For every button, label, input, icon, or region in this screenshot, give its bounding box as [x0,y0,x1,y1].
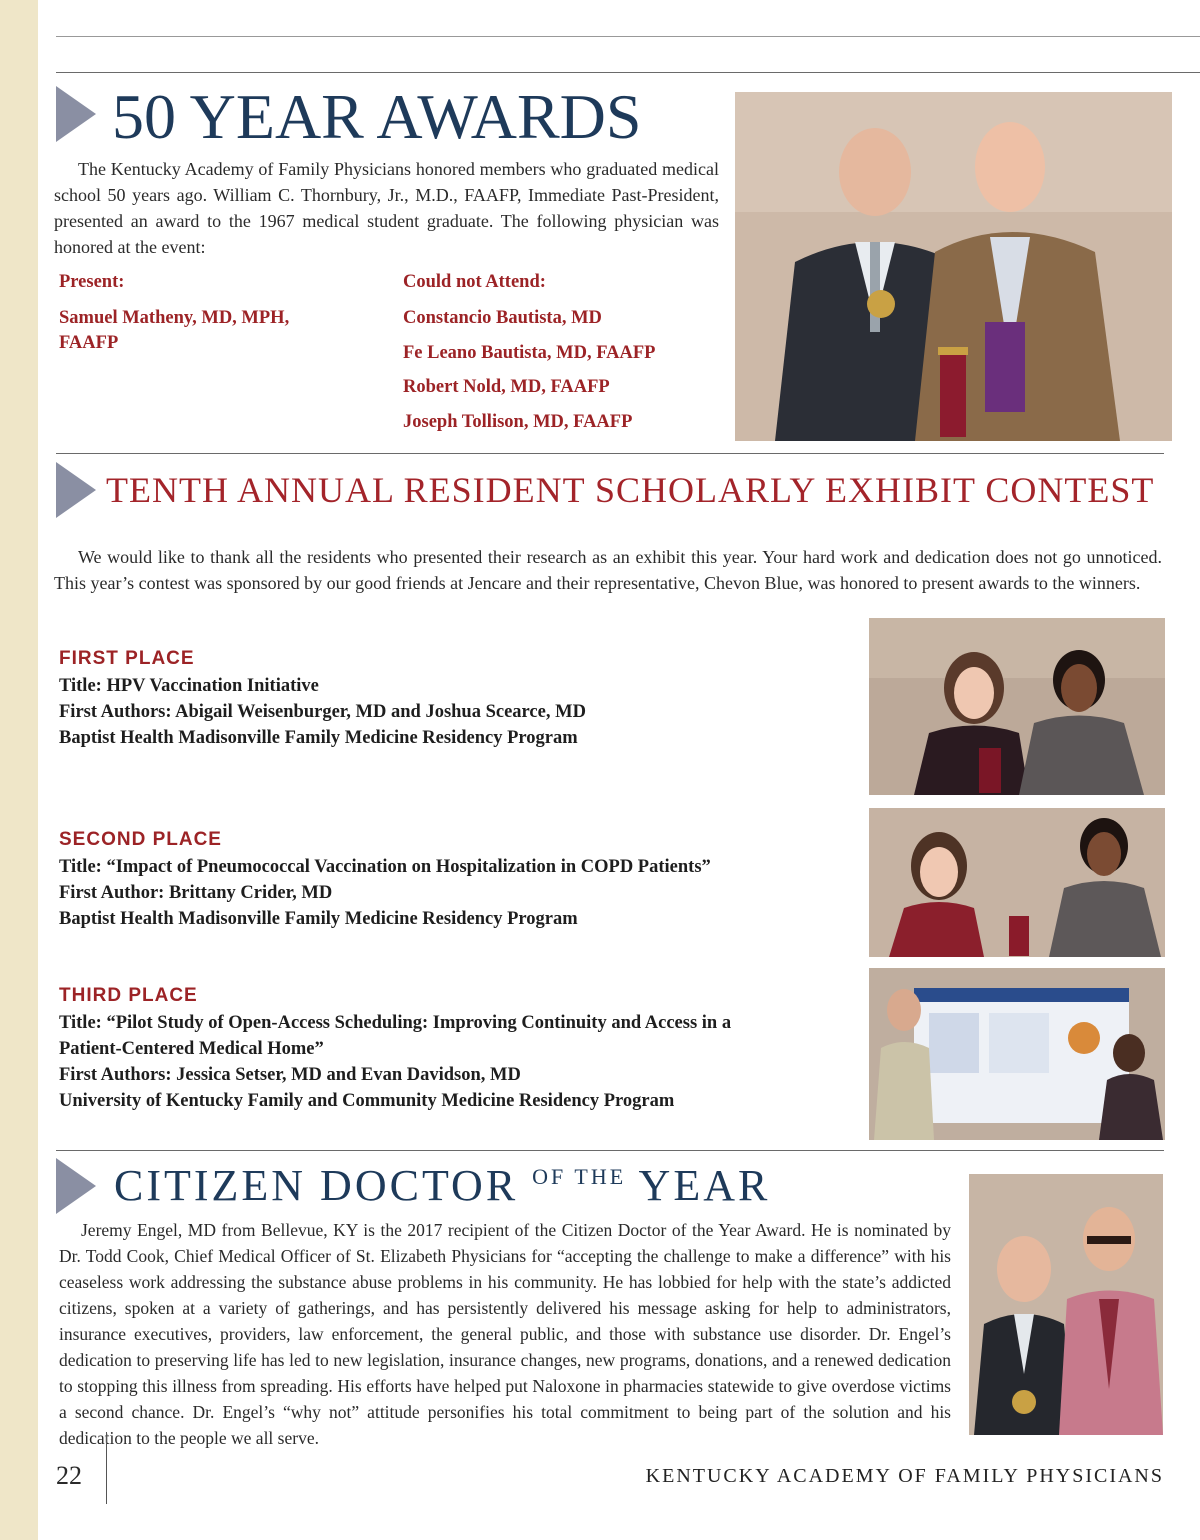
second-place-program: Baptist Health Madisonville Family Medicine Residency Program [59,909,578,929]
second-place-photo [869,808,1165,957]
footer-organization: KENTUCKY ACADEMY OF FAMILY PHYSICIANS [645,1465,1164,1487]
absent-name-1: Constancio Bautista, MD [403,308,602,328]
section1-intro: The Kentucky Academy of Family Physicians honored members who graduated medical school 50 years ago. William C. Thornbury, Jr., M.D., FAAFP, Immediate Past-President, presented an award to the 1967 medical student graduate. The following physician was honored at the event: [54,159,719,257]
section2-title: TENTH ANNUAL RESIDENT SCHOLARLY EXHIBIT CONTEST [106,470,1155,510]
section1-title: 50 YEAR AWARDS [112,81,642,152]
absent-name-3: Robert Nold, MD, FAAFP [403,377,610,397]
third-place-title-line1: Title: “Pilot Study of Open-Access Scheduling: Improving Continuity and Access in a [59,1013,732,1033]
first-place-program: Baptist Health Madisonville Family Medicine Residency Program [59,728,578,748]
third-place-authors: First Authors: Jessica Setser, MD and Evan Davidson, MD [59,1065,521,1085]
section3-arrow-icon [56,1158,96,1214]
section3-title-part3: YEAR [638,1161,771,1210]
first-place-title: Title: HPV Vaccination Initiative [59,676,319,696]
page-margin-strip [0,0,38,1540]
third-place-title-line2: Patient-Centered Medical Home” [59,1039,324,1059]
absent-name-2: Fe Leano Bautista, MD, FAAFP [403,343,656,363]
section3-title-part1: CITIZEN DOCTOR [114,1161,519,1210]
page-number: 22 [56,1461,82,1490]
second-place-author: First Author: Brittany Crider, MD [59,883,333,903]
section3-title [114,1160,770,1211]
section3-title-part2: OF THE [532,1164,627,1189]
present-name-2: FAAFP [59,333,119,353]
absent-name-4: Joseph Tollison, MD, FAAFP [403,412,633,432]
present-name-1: Samuel Matheny, MD, MPH, [59,308,290,328]
citizen-doctor-photo [969,1174,1163,1435]
section1-rule [56,72,1200,73]
section2-rule [56,453,1164,454]
top-rule [56,36,1200,37]
section3-body: Jeremy Engel, MD from Bellevue, KY is the 2017 recipient of the Citizen Doctor of the Year Award. He is nominated by Dr. Todd Cook, Chief Medical Officer of St. Elizabeth Physicians for “accepting the challenge to make a difference” with his ceaseless work addressing the substance abuse problems in his community. He has lobbied for help with the state’s addicted citizens, spoken at a variety of gatherings, and has persistently delivered his message asking for help to administrators, insurance executives, providers, law enforcement, the general public, and those with substance use disorder. Dr. Engel’s dedication to preserving life has led to new legislation, insurance changes, new programs, donations, and a renewed dedication to stopping this illness from spreading. His efforts have helped put Naloxone in pharmacies statewide to give overdose victims a second chance. Dr. Engel’s “why not” attitude personifies his total commitment to being part of the solution and his dedication to the people we all serve. [59,1220,951,1448]
absent-label: Could not Attend: [403,272,546,292]
present-label: Present: [59,272,125,292]
section1-arrow-icon [56,86,96,142]
section2-arrow-icon [56,462,96,518]
third-place-label: THIRD PLACE [59,985,198,1006]
second-place-label: SECOND PLACE [59,829,222,850]
third-place-photo [869,968,1165,1140]
footer-divider [106,1432,107,1504]
second-place-title: Title: “Impact of Pneumococcal Vaccination on Hospitalization in COPD Patients” [59,857,711,877]
first-place-photo [869,618,1165,795]
section3-rule [56,1150,1164,1151]
award-photo-two-men [735,92,1172,441]
section2-intro: We would like to thank all the residents who presented their research as an exhibit this year. Your hard work and dedication does not go unnoticed. This year’s contest was sponsored by our good friends at Jencare and their representative, Chevon Blue, was honored to present awards to the winners. [54,547,1162,593]
first-place-authors: First Authors: Abigail Weisenburger, MD and Joshua Scearce, MD [59,702,586,722]
third-place-program: University of Kentucky Family and Community Medicine Residency Program [59,1091,675,1111]
first-place-label: FIRST PLACE [59,648,195,669]
